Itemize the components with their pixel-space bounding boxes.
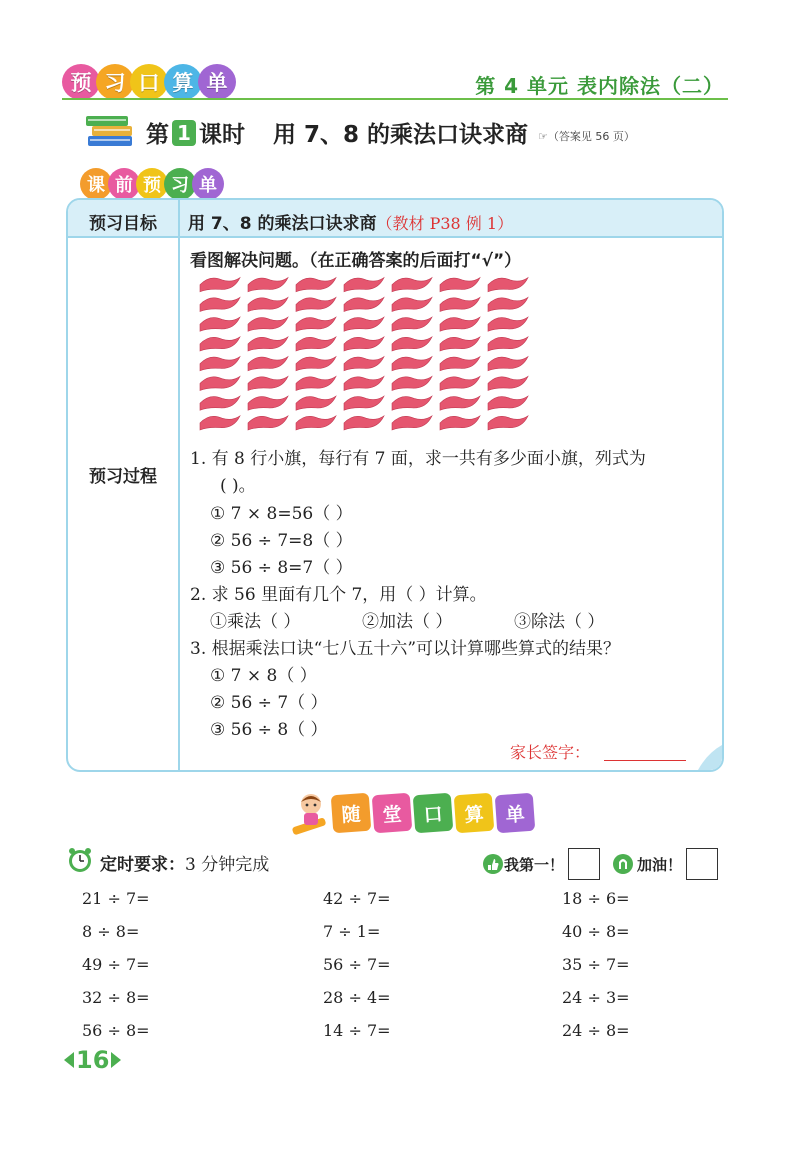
red-flag [296, 278, 336, 292]
red-flag [296, 396, 336, 410]
red-flag [248, 297, 288, 311]
red-flag [488, 297, 528, 311]
drill-item[interactable]: 24 ÷ 8= [562, 1021, 630, 1040]
red-flag [344, 337, 384, 351]
kid-on-pencil-icon [290, 790, 330, 836]
timer-label: 定时要求： [100, 855, 185, 875]
tag-char: 单 [192, 168, 224, 200]
red-flag [344, 376, 384, 390]
red-flag [248, 357, 288, 371]
thumbs-up-icon [482, 853, 504, 875]
drill-item[interactable]: 32 ÷ 8= [82, 988, 150, 1007]
red-flag [200, 416, 240, 430]
red-flag [344, 278, 384, 292]
logo-char: 算 [164, 64, 202, 100]
red-flag [392, 396, 432, 410]
red-flag [344, 297, 384, 311]
red-flag [392, 376, 432, 390]
red-flag [344, 317, 384, 331]
drill-item[interactable]: 28 ÷ 4= [323, 988, 391, 1007]
red-flag [248, 396, 288, 410]
timer-requirement [100, 850, 269, 875]
goal-text [188, 209, 513, 234]
red-flag [440, 376, 480, 390]
q1-option[interactable]: ③ 56 ÷ 8=7（ ） [210, 558, 353, 578]
timer-text: 3 分钟完成 [185, 855, 270, 875]
red-flag [392, 278, 432, 292]
lesson-suffix: 课时 [199, 122, 245, 148]
red-flag [200, 317, 240, 331]
question-1-blank: ( )。 [220, 476, 256, 496]
practice-char: 堂 [372, 793, 413, 834]
q1-option[interactable]: ① 7 × 8=56（ ） [210, 504, 353, 524]
lesson-number: 1 [172, 120, 196, 146]
drill-item[interactable]: 21 ÷ 7= [82, 889, 150, 908]
q2-option[interactable]: ③除法（ ） [514, 612, 605, 632]
q2-option[interactable]: ①乘法（ ） [210, 612, 301, 632]
red-flag [296, 337, 336, 351]
lesson-prefix: 第 [146, 122, 169, 148]
red-flag [248, 317, 288, 331]
next-arrow-icon [111, 1052, 121, 1068]
red-flag [392, 317, 432, 331]
practice-char: 随 [331, 793, 372, 834]
red-flag [344, 357, 384, 371]
red-flag [248, 416, 288, 430]
q3-option[interactable]: ① 7 × 8（ ） [210, 666, 317, 686]
red-flag [488, 357, 528, 371]
tag-char: 课 [80, 168, 112, 200]
tag-char: 前 [108, 168, 140, 200]
cheer-label: 加油！ [637, 855, 683, 874]
red-flag [440, 357, 480, 371]
tag-char: 预 [136, 168, 168, 200]
drill-item[interactable]: 40 ÷ 8= [562, 922, 630, 941]
alarm-clock-icon [66, 846, 94, 874]
red-flag [440, 297, 480, 311]
q1-option[interactable]: ② 56 ÷ 7=8（ ） [210, 531, 353, 551]
books-icon [84, 110, 136, 150]
red-flag [488, 317, 528, 331]
tag-char: 习 [164, 168, 196, 200]
red-flag [200, 396, 240, 410]
first-box[interactable] [568, 848, 600, 880]
practice-banner [290, 790, 537, 836]
practice-char: 口 [413, 793, 454, 834]
red-flag [248, 278, 288, 292]
red-flag [248, 337, 288, 351]
red-flag [200, 337, 240, 351]
question-3: 3. 根据乘法口诀“七八五十六”可以计算哪些算式的结果？ [190, 639, 621, 659]
red-flag [296, 376, 336, 390]
drill-item[interactable]: 56 ÷ 7= [323, 955, 391, 974]
drill-item[interactable]: 35 ÷ 7= [562, 955, 630, 974]
score-boxes [482, 848, 718, 880]
page-curl-icon [694, 742, 724, 772]
cheer-box[interactable] [686, 848, 718, 880]
drill-item[interactable]: 24 ÷ 3= [562, 988, 630, 1007]
red-flag [440, 337, 480, 351]
red-flag [392, 337, 432, 351]
red-flag [392, 297, 432, 311]
page-number-text: 16 [76, 1046, 110, 1074]
cheer-icon [612, 853, 634, 875]
red-flag [488, 337, 528, 351]
q2-option[interactable]: ②加法（ ） [362, 612, 453, 632]
first-label: 我第一！ [504, 855, 565, 874]
logo-char: 口 [130, 64, 168, 100]
red-flag [392, 357, 432, 371]
red-flag [200, 357, 240, 371]
drill-item[interactable]: 49 ÷ 7= [82, 955, 150, 974]
header-divider [62, 98, 728, 100]
series-logo [62, 64, 232, 100]
red-flag [488, 376, 528, 390]
process-label: 预习过程 [89, 467, 157, 487]
flags-picture [196, 274, 532, 432]
red-flag [200, 376, 240, 390]
red-flag [296, 416, 336, 430]
practice-char: 算 [454, 793, 495, 834]
question-1: 1. 有 8 行小旗，每行有 7 面，求一共有多少面小旗，列式为 [190, 449, 646, 469]
red-flag [296, 297, 336, 311]
lesson-topic: 用 7、8 的乘法口诀求商 [273, 122, 529, 148]
goal-reference: （教材 P38 例 1） [376, 214, 514, 233]
lesson-title [146, 116, 635, 149]
signature-line[interactable] [604, 760, 686, 761]
logo-char: 习 [96, 64, 134, 100]
instruction: 看图解决问题。（在正确答案的后面打“√”） [190, 251, 522, 271]
red-flag [344, 416, 384, 430]
red-flag [392, 416, 432, 430]
preview-sheet-tag [80, 168, 220, 200]
red-flag [488, 278, 528, 292]
drill-item[interactable]: 56 ÷ 8= [82, 1021, 150, 1040]
q3-option[interactable]: ③ 56 ÷ 8（ ） [210, 720, 328, 740]
red-flag [248, 376, 288, 390]
logo-char: 单 [198, 64, 236, 100]
drill-item[interactable]: 7 ÷ 1= [323, 922, 381, 941]
red-flag [200, 297, 240, 311]
red-flag [296, 357, 336, 371]
red-flag [440, 278, 480, 292]
practice-char: 单 [495, 793, 536, 834]
unit-title: 第 4 单元 表内除法（二） [475, 74, 724, 98]
goal-main: 用 7、8 的乘法口诀求商 [188, 214, 377, 234]
prev-arrow-icon [64, 1052, 74, 1068]
red-flag [296, 317, 336, 331]
red-flag [440, 416, 480, 430]
drill-item[interactable]: 18 ÷ 6= [562, 889, 630, 908]
goal-label: 预习目标 [89, 214, 157, 234]
drill-item[interactable]: 8 ÷ 8= [82, 922, 140, 941]
red-flag [344, 396, 384, 410]
q3-option[interactable]: ② 56 ÷ 7（ ） [210, 693, 328, 713]
answer-reference: ☞（答案见 56 页） [538, 129, 635, 143]
red-flag [488, 396, 528, 410]
question-2: 2. 求 56 里面有几个 7，用（ ）计算。 [190, 585, 487, 605]
red-flag [440, 396, 480, 410]
column-divider [178, 200, 180, 770]
drill-item[interactable]: 42 ÷ 7= [323, 889, 391, 908]
red-flag [440, 317, 480, 331]
parent-signature-label: 家长签字： [510, 743, 591, 762]
drill-item[interactable]: 14 ÷ 7= [323, 1021, 391, 1040]
red-flag [488, 416, 528, 430]
page-number [64, 1046, 121, 1074]
red-flag [200, 278, 240, 292]
logo-char: 预 [62, 64, 100, 100]
